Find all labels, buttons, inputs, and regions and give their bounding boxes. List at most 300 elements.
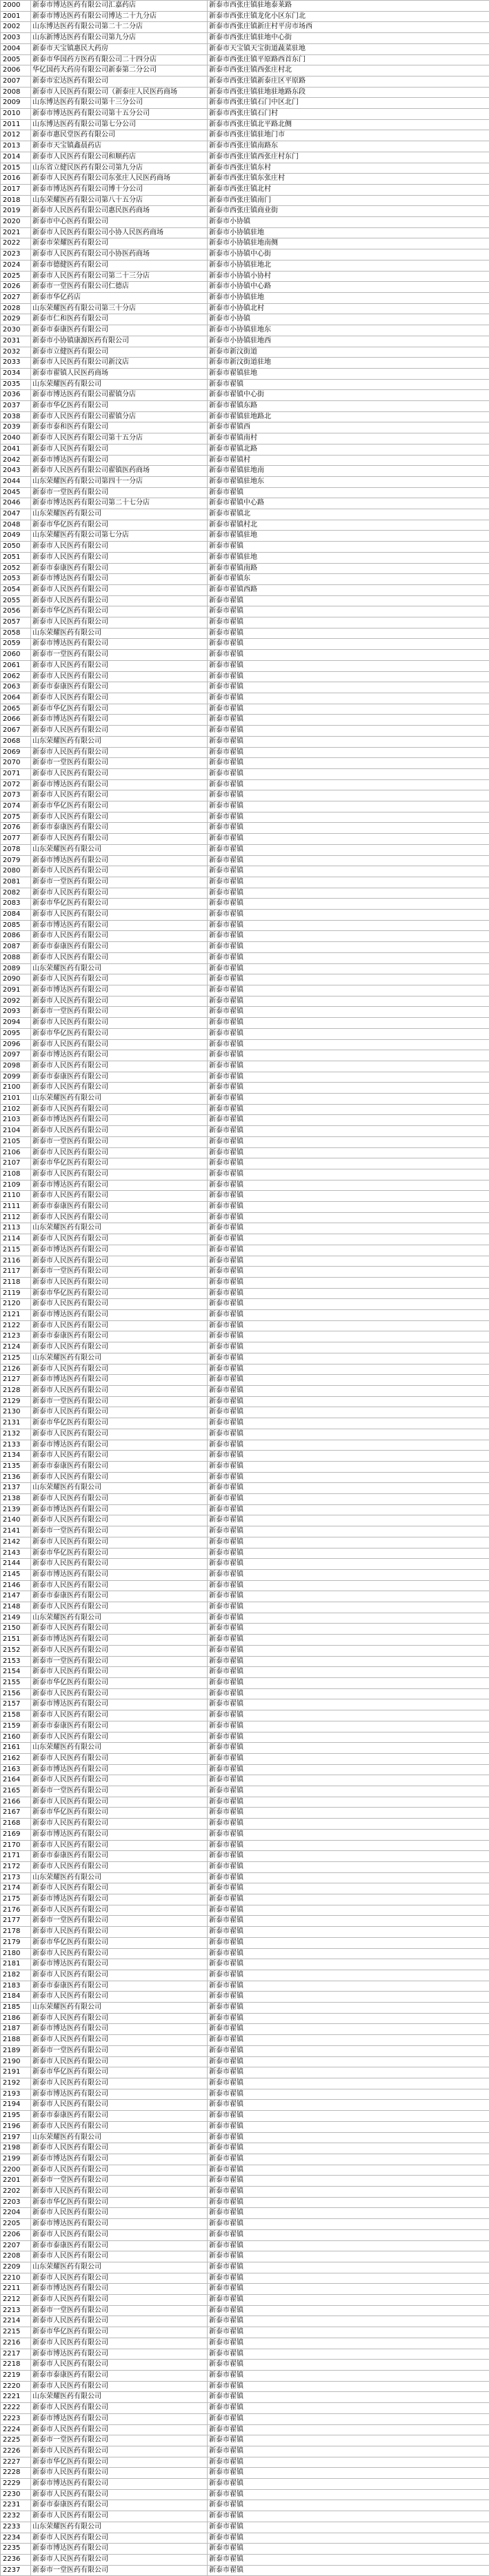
cell-pharmacy-name[interactable]: 山东荣耀医药有限公司 <box>31 1223 208 1234</box>
cell-address[interactable]: 新泰市翟镇 <box>208 639 489 650</box>
cell-id[interactable]: 2136 <box>1 1472 31 1483</box>
cell-address[interactable]: 新泰市翟镇驻地 <box>208 368 489 379</box>
table-row[interactable] <box>1 43 489 54</box>
cell-pharmacy-name[interactable]: 新泰市博达医药有限公司博十分公司 <box>31 184 208 195</box>
cell-address[interactable]: 新泰市翟镇 <box>208 1656 489 1667</box>
cell-address[interactable]: 新泰市翟镇 <box>208 1256 489 1267</box>
cell-address[interactable]: 新泰市翟镇驻地南 <box>208 466 489 477</box>
cell-pharmacy-name[interactable]: 新泰市人民医药有限公司 <box>31 2165 208 2176</box>
cell-pharmacy-name[interactable]: 新泰市人民医药有限公司 <box>31 1429 208 1440</box>
cell-address[interactable]: 新泰市翟镇驻地东 <box>208 476 489 487</box>
cell-pharmacy-name[interactable]: 山东荣耀医药有限公司第八十五分店 <box>31 195 208 206</box>
cell-pharmacy-name[interactable]: 新泰市人民医药有限公司翟镇医药商场 <box>31 466 208 477</box>
cell-id[interactable]: 2053 <box>1 574 31 585</box>
cell-id[interactable]: 2210 <box>1 2273 31 2284</box>
cell-address[interactable]: 新泰市翟镇 <box>208 1136 489 1147</box>
table-row[interactable] <box>1 1407 489 1418</box>
table-row[interactable] <box>1 2013 489 2024</box>
cell-pharmacy-name[interactable]: 新泰市博达医药有限公司 <box>31 639 208 650</box>
cell-pharmacy-name[interactable]: 新泰市人民医药有限公司 <box>31 1905 208 1916</box>
cell-pharmacy-name[interactable]: 新泰市人民医药有限公司 <box>31 1948 208 1959</box>
table-row[interactable] <box>1 2251 489 2262</box>
cell-id[interactable]: 2014 <box>1 152 31 163</box>
cell-id[interactable]: 2104 <box>1 1126 31 1137</box>
table-row[interactable] <box>1 1461 489 1472</box>
table-row[interactable] <box>1 1169 489 1180</box>
table-row[interactable] <box>1 996 489 1007</box>
table-row[interactable] <box>1 1883 489 1894</box>
cell-id[interactable]: 2196 <box>1 2121 31 2132</box>
cell-address[interactable]: 新泰市翟镇 <box>208 1007 489 1018</box>
table-row[interactable] <box>1 1440 489 1451</box>
table-row[interactable] <box>1 574 489 585</box>
cell-address[interactable]: 新泰市翟镇 <box>208 1126 489 1137</box>
table-row[interactable] <box>1 390 489 401</box>
cell-id[interactable]: 2158 <box>1 1710 31 1721</box>
cell-pharmacy-name[interactable]: 新泰市人民医药有限公司 <box>31 2121 208 2132</box>
table-row[interactable] <box>1 1732 489 1743</box>
cell-pharmacy-name[interactable]: 新泰市一堂医药有限公司 <box>31 1007 208 1018</box>
cell-id[interactable]: 2006 <box>1 65 31 76</box>
cell-id[interactable]: 2227 <box>1 2457 31 2468</box>
cell-id[interactable]: 2013 <box>1 141 31 152</box>
table-row[interactable] <box>1 2132 489 2143</box>
table-row[interactable] <box>1 1656 489 1667</box>
cell-pharmacy-name[interactable]: 新泰市人民医药有限公司 <box>31 2295 208 2306</box>
cell-id[interactable]: 2003 <box>1 33 31 44</box>
cell-id[interactable]: 2142 <box>1 1537 31 1548</box>
table-row[interactable] <box>1 2067 489 2078</box>
cell-address[interactable]: 新泰市翟镇 <box>208 2554 489 2565</box>
cell-address[interactable]: 新泰市翟镇 <box>208 1797 489 1808</box>
cell-pharmacy-name[interactable]: 新泰市华亿医药有限公司 <box>31 2197 208 2208</box>
cell-id[interactable]: 2157 <box>1 1699 31 1710</box>
cell-address[interactable]: 新泰市翟镇 <box>208 715 489 726</box>
cell-pharmacy-name[interactable]: 山东荣耀医药有限公司 <box>31 1613 208 1624</box>
cell-pharmacy-name[interactable]: 新泰市人民医药有限公司 <box>31 2360 208 2371</box>
table-row[interactable] <box>1 844 489 855</box>
cell-pharmacy-name[interactable]: 新泰市人民医药有限公司 <box>31 1451 208 1462</box>
cell-address[interactable]: 新泰市翟镇 <box>208 704 489 715</box>
table-row[interactable] <box>1 2089 489 2100</box>
cell-id[interactable]: 2133 <box>1 1440 31 1451</box>
table-row[interactable] <box>1 1721 489 1732</box>
cell-id[interactable]: 2223 <box>1 2413 31 2424</box>
cell-address[interactable]: 新泰市翟镇 <box>208 1386 489 1397</box>
cell-id[interactable]: 2075 <box>1 812 31 823</box>
cell-address[interactable]: 新泰市翟镇 <box>208 1050 489 1061</box>
cell-id[interactable]: 2173 <box>1 1872 31 1883</box>
table-row[interactable] <box>1 1364 489 1375</box>
cell-id[interactable]: 2185 <box>1 2003 31 2014</box>
table-row[interactable] <box>1 1234 489 1245</box>
table-row[interactable] <box>1 650 489 661</box>
cell-id[interactable]: 2170 <box>1 1840 31 1851</box>
cell-id[interactable]: 2114 <box>1 1234 31 1245</box>
cell-address[interactable]: 新泰市翟镇 <box>208 2446 489 2457</box>
cell-id[interactable]: 2217 <box>1 2349 31 2360</box>
cell-id[interactable]: 2001 <box>1 11 31 22</box>
table-row[interactable] <box>1 2305 489 2316</box>
cell-id[interactable]: 2106 <box>1 1147 31 1158</box>
cell-pharmacy-name[interactable]: 新泰市人民医药有限公司 <box>31 1104 208 1115</box>
cell-pharmacy-name[interactable]: 山东荣耀医药有限公司 <box>31 1353 208 1364</box>
cell-address[interactable]: 新泰市翟镇 <box>208 1688 489 1699</box>
cell-id[interactable]: 2232 <box>1 2511 31 2522</box>
cell-pharmacy-name[interactable]: 新泰市人民医药有限公司 <box>31 2554 208 2565</box>
cell-pharmacy-name[interactable]: 新泰市一堂医药有限公司 <box>31 1396 208 1407</box>
cell-pharmacy-name[interactable]: 新泰市泰康医药有限公司 <box>31 1721 208 1732</box>
table-row[interactable] <box>1 487 489 498</box>
cell-id[interactable]: 2215 <box>1 2327 31 2338</box>
cell-address[interactable]: 新泰市翟镇中心路 <box>208 498 489 509</box>
table-row[interactable] <box>1 466 489 477</box>
cell-pharmacy-name[interactable]: 新泰市人民医药有限公司 <box>31 671 208 682</box>
cell-id[interactable]: 2101 <box>1 1094 31 1105</box>
cell-address[interactable]: 新泰市翟镇 <box>208 1569 489 1580</box>
cell-id[interactable]: 2050 <box>1 542 31 553</box>
table-row[interactable] <box>1 855 489 866</box>
cell-id[interactable]: 2119 <box>1 1288 31 1299</box>
cell-pharmacy-name[interactable]: 新泰市人民医药有限公司 <box>31 693 208 704</box>
cell-id[interactable]: 2032 <box>1 347 31 358</box>
cell-address[interactable]: 新泰市翟镇 <box>208 2305 489 2316</box>
cell-address[interactable]: 新泰市翟镇 <box>208 1667 489 1678</box>
cell-pharmacy-name[interactable]: 新泰市人民医药有限公司 <box>31 2424 208 2435</box>
cell-address[interactable]: 新泰市小协镇驻地 <box>208 227 489 238</box>
cell-id[interactable]: 2093 <box>1 1007 31 1018</box>
cell-id[interactable]: 2135 <box>1 1461 31 1472</box>
cell-pharmacy-name[interactable]: 新泰市泰和医药有限公司 <box>31 422 208 433</box>
cell-pharmacy-name[interactable]: 新泰市人民医药有限公司 <box>31 2338 208 2349</box>
cell-address[interactable]: 新泰市西张庄镇南门 <box>208 195 489 206</box>
cell-pharmacy-name[interactable]: 山东荣耀医药有限公司 <box>31 736 208 747</box>
table-row[interactable] <box>1 1635 489 1646</box>
cell-id[interactable]: 2180 <box>1 1948 31 1959</box>
cell-address[interactable]: 新泰市小协镇 <box>208 217 489 228</box>
cell-id[interactable]: 2070 <box>1 758 31 769</box>
cell-id[interactable]: 2026 <box>1 282 31 293</box>
cell-id[interactable]: 2095 <box>1 1028 31 1039</box>
cell-id[interactable]: 2059 <box>1 639 31 650</box>
table-row[interactable] <box>1 206 489 217</box>
cell-pharmacy-name[interactable]: 新泰市一堂医药有限公司 <box>31 2176 208 2187</box>
cell-address[interactable]: 新泰市翟镇北路 <box>208 444 489 455</box>
cell-id[interactable]: 2097 <box>1 1050 31 1061</box>
table-row[interactable] <box>1 520 489 531</box>
cell-address[interactable]: 新泰市翟镇 <box>208 1061 489 1072</box>
table-row[interactable] <box>1 1819 489 1830</box>
cell-id[interactable]: 2024 <box>1 260 31 271</box>
cell-address[interactable]: 新泰市翟镇 <box>208 985 489 996</box>
table-row[interactable] <box>1 336 489 347</box>
cell-id[interactable]: 2027 <box>1 292 31 303</box>
cell-address[interactable]: 新泰市翟镇 <box>208 617 489 628</box>
cell-id[interactable]: 2062 <box>1 671 31 682</box>
table-row[interactable] <box>1 1808 489 1819</box>
cell-id[interactable]: 2144 <box>1 1559 31 1570</box>
cell-pharmacy-name[interactable]: 新泰市人民医药有限公司 <box>31 2489 208 2500</box>
table-row[interactable] <box>1 2479 489 2490</box>
cell-address[interactable]: 新泰市翟镇 <box>208 1613 489 1624</box>
table-row[interactable] <box>1 1083 489 1094</box>
cell-address[interactable]: 新泰市小协镇中心街 <box>208 249 489 260</box>
cell-pharmacy-name[interactable]: 新泰市人民医药有限公司 <box>31 1147 208 1158</box>
table-row[interactable] <box>1 542 489 553</box>
cell-address[interactable]: 新泰市翟镇 <box>208 1494 489 1505</box>
cell-address[interactable]: 新泰市翟镇 <box>208 1829 489 1840</box>
table-row[interactable] <box>1 174 489 185</box>
cell-address[interactable]: 新泰市翟镇 <box>208 1602 489 1613</box>
table-row[interactable] <box>1 1861 489 1872</box>
cell-pharmacy-name[interactable]: 新泰市一堂医药有限公司 <box>31 1136 208 1147</box>
cell-pharmacy-name[interactable]: 新泰市博达医药有限公司 <box>31 1764 208 1775</box>
cell-id[interactable]: 2082 <box>1 888 31 899</box>
table-row[interactable] <box>1 866 489 877</box>
cell-id[interactable]: 2009 <box>1 98 31 109</box>
cell-pharmacy-name[interactable]: 新泰市人民医药有限公司 <box>31 1992 208 2003</box>
table-row[interactable] <box>1 271 489 282</box>
table-row[interactable] <box>1 2370 489 2381</box>
table-row[interactable] <box>1 76 489 87</box>
cell-pharmacy-name[interactable]: 新泰市人民医药有限公司 <box>31 2403 208 2414</box>
table-row[interactable] <box>1 1786 489 1797</box>
table-row[interactable] <box>1 1916 489 1927</box>
cell-address[interactable]: 新泰市翟镇 <box>208 660 489 671</box>
cell-id[interactable]: 2107 <box>1 1158 31 1169</box>
cell-address[interactable]: 新泰市西张庄镇龙化小区东门北 <box>208 11 489 22</box>
cell-address[interactable]: 新泰市翟镇 <box>208 768 489 779</box>
cell-id[interactable]: 2172 <box>1 1861 31 1872</box>
cell-address[interactable]: 新泰市翟镇 <box>208 1699 489 1710</box>
table-row[interactable] <box>1 1007 489 1018</box>
table-row[interactable] <box>1 1872 489 1883</box>
cell-pharmacy-name[interactable]: 新泰市一堂医药有限公司 <box>31 2305 208 2316</box>
cell-pharmacy-name[interactable]: 新泰市立健医药有限公司 <box>31 347 208 358</box>
cell-address[interactable]: 新泰市翟镇 <box>208 931 489 942</box>
cell-address[interactable]: 新泰市翟镇 <box>208 1927 489 1938</box>
cell-id[interactable]: 2117 <box>1 1267 31 1278</box>
cell-address[interactable]: 新泰市翟镇西路 <box>208 584 489 595</box>
table-row[interactable] <box>1 1267 489 1278</box>
cell-pharmacy-name[interactable]: 新泰市泰康医药有限公司 <box>31 823 208 834</box>
cell-address[interactable]: 新泰市翟镇 <box>208 671 489 682</box>
cell-address[interactable]: 新泰市西张庄镇驻地中心街 <box>208 33 489 44</box>
cell-id[interactable]: 2023 <box>1 249 31 260</box>
cell-pharmacy-name[interactable]: 新泰市华亿药店 <box>31 292 208 303</box>
table-row[interactable] <box>1 2424 489 2435</box>
table-row[interactable] <box>1 130 489 141</box>
cell-address[interactable]: 新泰市翟镇 <box>208 595 489 606</box>
cell-address[interactable]: 新泰市翟镇 <box>208 1375 489 1386</box>
table-row[interactable] <box>1 163 489 174</box>
cell-id[interactable]: 2111 <box>1 1202 31 1213</box>
cell-address[interactable]: 新泰市翟镇 <box>208 2511 489 2522</box>
table-row[interactable] <box>1 2208 489 2219</box>
cell-id[interactable]: 2198 <box>1 2143 31 2154</box>
cell-id[interactable]: 2038 <box>1 411 31 422</box>
cell-address[interactable]: 新泰市翟镇 <box>208 1819 489 1830</box>
table-row[interactable] <box>1 1191 489 1202</box>
cell-address[interactable]: 新泰市翟镇 <box>208 844 489 855</box>
table-row[interactable] <box>1 2187 489 2198</box>
cell-pharmacy-name[interactable]: 新泰市人民医药有限公司 <box>31 1386 208 1397</box>
cell-id[interactable]: 2041 <box>1 444 31 455</box>
cell-id[interactable]: 2165 <box>1 1786 31 1797</box>
table-row[interactable] <box>1 1645 489 1656</box>
cell-address[interactable]: 新泰市翟镇 <box>208 2338 489 2349</box>
cell-address[interactable]: 新泰市翟镇 <box>208 1764 489 1775</box>
cell-id[interactable]: 2015 <box>1 163 31 174</box>
cell-id[interactable]: 2020 <box>1 217 31 228</box>
table-row[interactable] <box>1 2413 489 2424</box>
cell-id[interactable]: 2035 <box>1 379 31 390</box>
table-row[interactable] <box>1 1136 489 1147</box>
table-row[interactable] <box>1 606 489 617</box>
cell-address[interactable]: 新泰市翟镇 <box>208 747 489 758</box>
cell-id[interactable]: 2147 <box>1 1591 31 1602</box>
cell-address[interactable]: 新泰市翟镇 <box>208 1234 489 1245</box>
cell-pharmacy-name[interactable]: 山东荣耀医药有限公司 <box>31 844 208 855</box>
cell-address[interactable]: 新泰市翟镇 <box>208 2544 489 2555</box>
cell-id[interactable]: 2214 <box>1 2316 31 2327</box>
cell-address[interactable]: 新泰市翟镇 <box>208 1526 489 1537</box>
cell-address[interactable]: 新泰市西张庄镇西张庄村东门 <box>208 152 489 163</box>
table-row[interactable] <box>1 2403 489 2414</box>
cell-pharmacy-name[interactable]: 新泰市博达医药有限公司 <box>31 1635 208 1646</box>
cell-pharmacy-name[interactable]: 新泰市仁和医药有限公司 <box>31 314 208 325</box>
cell-pharmacy-name[interactable]: 新泰市人民医药有限公司 <box>31 1364 208 1375</box>
table-row[interactable] <box>1 1710 489 1721</box>
cell-pharmacy-name[interactable]: 新泰市人民医药有限公司 <box>31 1169 208 1180</box>
table-row[interactable] <box>1 660 489 671</box>
table-row[interactable] <box>1 379 489 390</box>
cell-address[interactable]: 新泰市翟镇 <box>208 2154 489 2165</box>
cell-pharmacy-name[interactable]: 山东荣耀医药有限公司第三十分店 <box>31 303 208 314</box>
cell-pharmacy-name[interactable]: 山东荣耀医药有限公司 <box>31 509 208 520</box>
cell-address[interactable]: 新泰市翟镇 <box>208 1840 489 1851</box>
cell-address[interactable]: 新泰市西张庄镇平原路西首东门 <box>208 54 489 65</box>
table-row[interactable] <box>1 444 489 455</box>
cell-pharmacy-name[interactable]: 新泰市泰康医药有限公司 <box>31 2370 208 2381</box>
cell-address[interactable]: 新泰市翟镇 <box>208 1104 489 1115</box>
table-row[interactable] <box>1 1418 489 1429</box>
table-row[interactable] <box>1 1094 489 1105</box>
cell-pharmacy-name[interactable]: 新泰市人民医药有限公司小协人民医药商场 <box>31 227 208 238</box>
cell-address[interactable]: 新泰市翟镇 <box>208 1559 489 1570</box>
cell-pharmacy-name[interactable]: 新泰市泰康医药有限公司 <box>31 1461 208 1472</box>
cell-pharmacy-name[interactable]: 新泰市人民医药有限公司 <box>31 595 208 606</box>
cell-id[interactable]: 2112 <box>1 1212 31 1223</box>
cell-address[interactable]: 新泰市翟镇 <box>208 1158 489 1169</box>
cell-address[interactable]: 新泰市翟镇 <box>208 693 489 704</box>
cell-address[interactable]: 新泰市小协镇驻地西 <box>208 336 489 347</box>
table-row[interactable] <box>1 260 489 271</box>
cell-pharmacy-name[interactable]: 新泰市华亿医药有限公司 <box>31 401 208 412</box>
table-row[interactable] <box>1 2533 489 2544</box>
cell-pharmacy-name[interactable]: 新泰市博达医药有限公司第十五分公司 <box>31 109 208 120</box>
cell-address[interactable]: 新泰市翟镇 <box>208 542 489 553</box>
table-row[interactable] <box>1 1591 489 1602</box>
cell-address[interactable]: 新泰市翟镇 <box>208 1072 489 1083</box>
cell-id[interactable]: 2167 <box>1 1808 31 1819</box>
cell-address[interactable]: 新泰市翟镇 <box>208 2295 489 2306</box>
cell-pharmacy-name[interactable]: 新泰市人民医药有限公司 <box>31 1667 208 1678</box>
cell-id[interactable]: 2129 <box>1 1396 31 1407</box>
cell-address[interactable]: 新泰市小协镇 <box>208 314 489 325</box>
cell-id[interactable]: 2137 <box>1 1483 31 1494</box>
cell-id[interactable]: 2152 <box>1 1645 31 1656</box>
table-row[interactable] <box>1 639 489 650</box>
cell-pharmacy-name[interactable]: 新泰市泰康医药有限公司 <box>31 563 208 574</box>
cell-id[interactable]: 2211 <box>1 2284 31 2295</box>
cell-address[interactable]: 新泰市小协镇小协村 <box>208 271 489 282</box>
cell-id[interactable]: 2234 <box>1 2533 31 2544</box>
cell-pharmacy-name[interactable]: 新泰市博达医药有限公司 <box>31 1245 208 1256</box>
cell-pharmacy-name[interactable]: 新泰市一堂医药有限公司 <box>31 1526 208 1537</box>
cell-pharmacy-name[interactable]: 新泰市华亿医药有限公司 <box>31 1288 208 1299</box>
cell-pharmacy-name[interactable]: 新泰市人民医药有限公司 <box>31 974 208 985</box>
table-row[interactable] <box>1 1104 489 1115</box>
cell-pharmacy-name[interactable]: 新泰市人民医药有限公司 <box>31 542 208 553</box>
table-row[interactable] <box>1 726 489 737</box>
cell-address[interactable]: 新泰市西张庄镇商业街 <box>208 206 489 217</box>
table-row[interactable] <box>1 1699 489 1710</box>
table-row[interactable] <box>1 1937 489 1948</box>
cell-address[interactable]: 新泰市翟镇 <box>208 2067 489 2078</box>
cell-pharmacy-name[interactable]: 新泰市博达医药有限公司 <box>31 455 208 466</box>
cell-id[interactable]: 2091 <box>1 985 31 996</box>
cell-id[interactable]: 2143 <box>1 1548 31 1559</box>
cell-address[interactable]: 新泰市西张庄镇驻地驻地路东段 <box>208 87 489 98</box>
table-row[interactable] <box>1 2316 489 2327</box>
cell-pharmacy-name[interactable]: 新泰市人民医药有限公司 <box>31 1299 208 1310</box>
cell-id[interactable]: 2148 <box>1 1602 31 1613</box>
cell-pharmacy-name[interactable]: 新泰市博达医药有限公司 <box>31 2154 208 2165</box>
cell-id[interactable]: 2156 <box>1 1688 31 1699</box>
cell-address[interactable]: 新泰市翟镇 <box>208 1721 489 1732</box>
cell-id[interactable]: 2079 <box>1 855 31 866</box>
cell-address[interactable]: 新泰市翟镇 <box>208 1277 489 1288</box>
cell-pharmacy-name[interactable]: 新泰市一堂医药有限公司 <box>31 2435 208 2446</box>
cell-address[interactable]: 新泰市翟镇驻地路北 <box>208 411 489 422</box>
cell-address[interactable]: 新泰市翟镇 <box>208 2468 489 2479</box>
table-row[interactable] <box>1 1245 489 1256</box>
cell-id[interactable]: 2145 <box>1 1569 31 1580</box>
table-row[interactable] <box>1 422 489 433</box>
table-row[interactable] <box>1 563 489 574</box>
cell-pharmacy-name[interactable]: 新泰市惠民堂医药有限公司 <box>31 130 208 141</box>
cell-id[interactable]: 2224 <box>1 2424 31 2435</box>
table-row[interactable] <box>1 2176 489 2187</box>
cell-pharmacy-name[interactable]: 新泰市华亿医药有限公司 <box>31 2067 208 2078</box>
cell-pharmacy-name[interactable]: 新泰市泰康医药有限公司 <box>31 2111 208 2122</box>
cell-id[interactable]: 2120 <box>1 1299 31 1310</box>
table-row[interactable] <box>1 942 489 953</box>
cell-address[interactable]: 新泰市翟镇 <box>208 1094 489 1105</box>
cell-id[interactable]: 2181 <box>1 1959 31 1970</box>
cell-address[interactable]: 新泰市西张庄镇驻地门市 <box>208 130 489 141</box>
table-row[interactable] <box>1 2045 489 2056</box>
cell-address[interactable]: 新泰市西张庄镇北平路北侧 <box>208 119 489 130</box>
table-row[interactable] <box>1 531 489 542</box>
table-row[interactable] <box>1 1451 489 1462</box>
cell-id[interactable]: 2195 <box>1 2111 31 2122</box>
cell-pharmacy-name[interactable]: 山东荣耀医药有限公司 <box>31 2262 208 2273</box>
cell-id[interactable]: 2134 <box>1 1451 31 1462</box>
table-row[interactable] <box>1 617 489 628</box>
cell-id[interactable]: 2178 <box>1 1927 31 1938</box>
